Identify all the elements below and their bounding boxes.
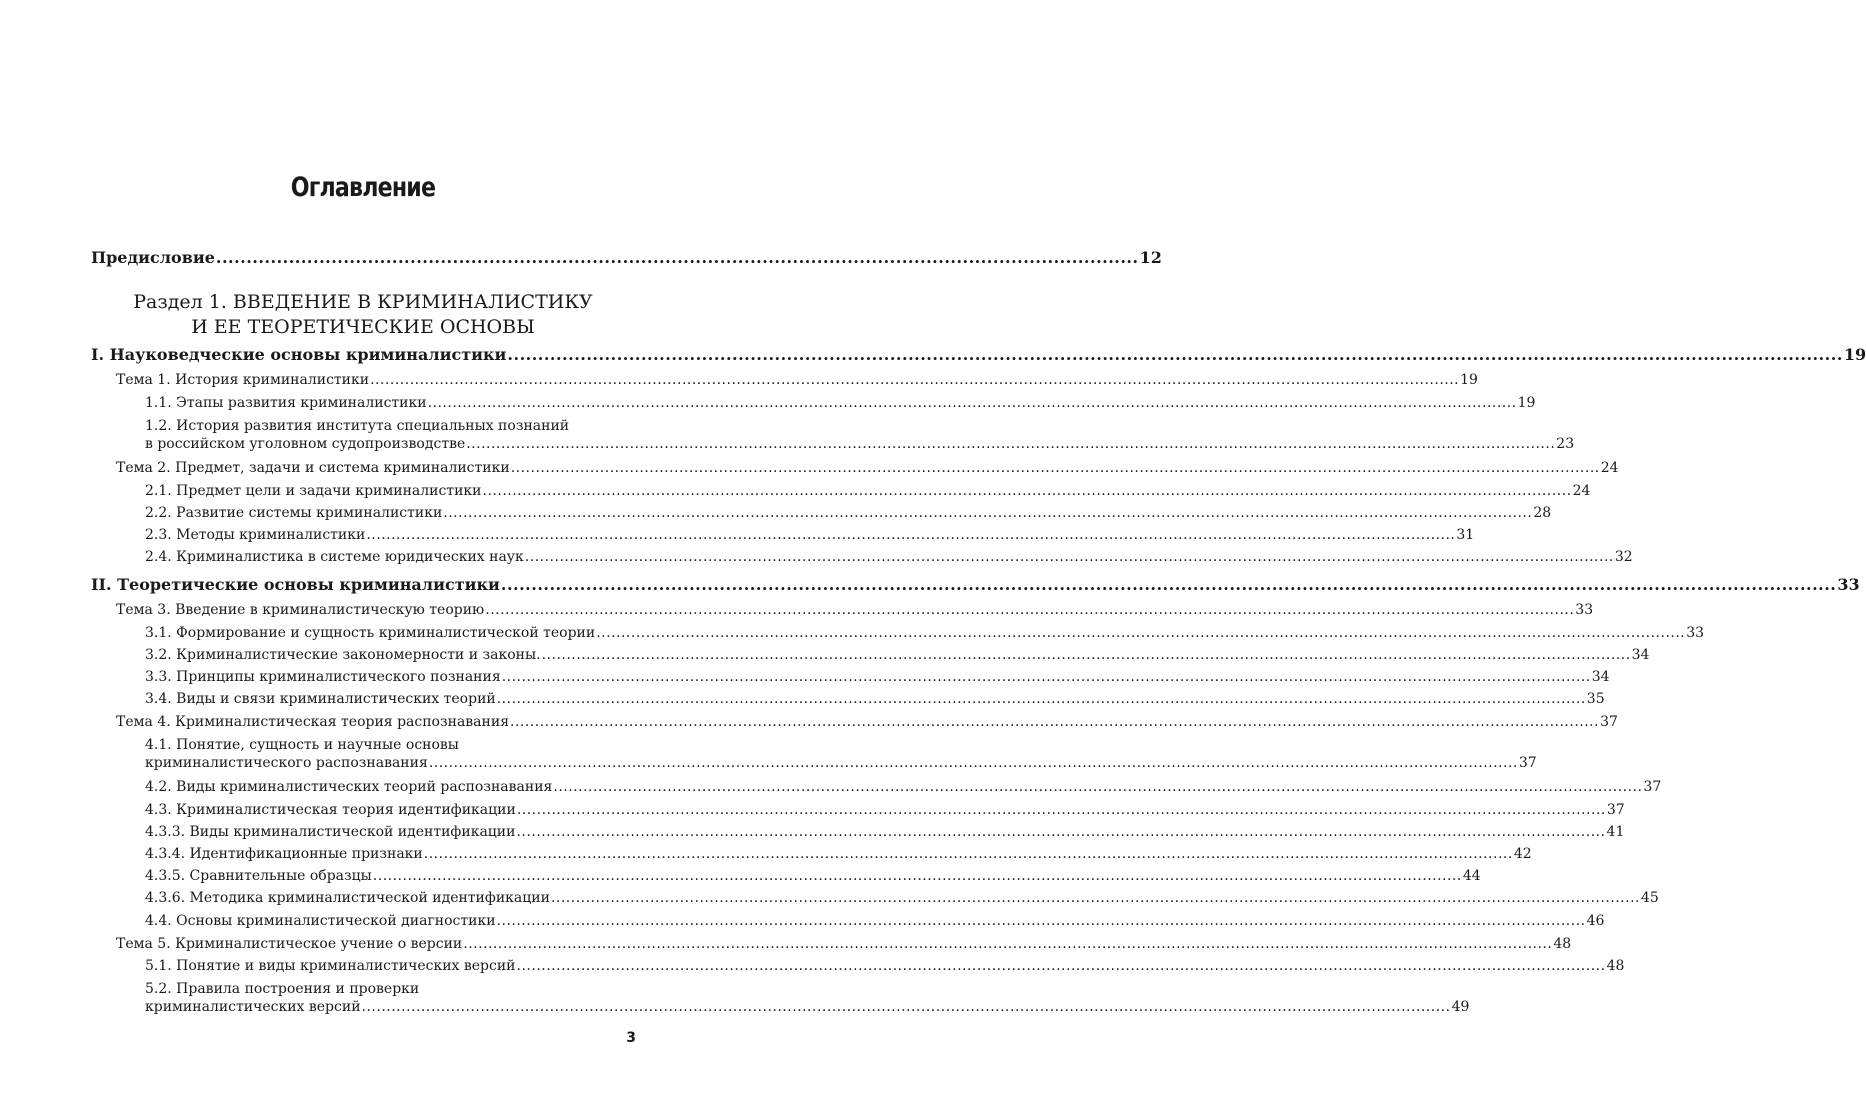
toc-subentry	[145, 483, 1591, 499]
entry-text: 4.2. Виды криминалистических теорий распознавания	[145, 779, 553, 795]
entry-page: 41	[1606, 824, 1625, 840]
entry-text: 4.3.3. Виды криминалистической идентификации	[145, 824, 516, 840]
entry-page: 44	[1462, 868, 1481, 884]
section-heading-line1: Раздел 1. ВВЕДЕНИЕ В КРИМИНАЛИСТИКУ	[133, 291, 593, 313]
entry-text: 4.3.5. Сравнительные образцы	[145, 868, 372, 884]
entry-text: 5.1. Понятие и виды криминалистических версий	[145, 958, 516, 974]
leader-dots: ............................................................................................................................................................................................................................	[372, 868, 1462, 884]
leader-dots: ............................................................................................................................................................................................................................	[496, 913, 1586, 929]
entry-text: 3.4. Виды и связи криминалистических теорий	[145, 691, 496, 707]
leader-dots: ............................................................................................................................................................................................................................	[596, 625, 1686, 641]
leader-dots: ............................................................................................................................................................................................................................	[496, 691, 1586, 707]
leader-dots: ............................................................................................................................................................................................................................	[485, 602, 1575, 618]
toc-subentry	[145, 755, 1537, 771]
entry-page: 12	[1139, 248, 1162, 267]
toc-topic-entry	[116, 714, 1618, 730]
entry-text: 4.3. Криминалистическая теория идентификации	[145, 802, 516, 818]
toc-entry-line: 4.1. Понятие, сущность и научные основы	[145, 737, 459, 753]
leader-dots: ............................................................................................................................................................................................................................	[466, 436, 1556, 452]
entry-page: 42	[1513, 846, 1532, 862]
entry-page: 24	[1572, 483, 1591, 499]
entry-page: 23	[1556, 436, 1575, 452]
section-heading-line2: И ЕЕ ТЕОРЕТИЧЕСКИЕ ОСНОВЫ	[191, 316, 535, 338]
toc-subentry	[145, 958, 1625, 974]
entry-text: 2.2. Развитие системы криминалистики	[145, 505, 443, 521]
leader-dots: ............................................................................................................................................................................................................................	[553, 779, 1643, 795]
toc-subentry	[145, 890, 1659, 906]
toc-subentry	[145, 436, 1575, 452]
toc-topic-entry	[116, 372, 1478, 388]
entry-text: Предисловие	[91, 248, 215, 267]
toc-subentry	[145, 625, 1705, 641]
entry-text: 3.1. Формирование и сущность криминалистической теории	[145, 625, 596, 641]
leader-dots: ............................................................................................................................................................................................................................	[516, 802, 1606, 818]
toc-subentry	[145, 505, 1552, 521]
entry-text: 4.3.4. Идентификационные признаки	[145, 846, 423, 862]
entry-text: 4.3.6. Методика криминалистической идентификации	[145, 890, 550, 906]
entry-text: криминалистических версий	[145, 999, 361, 1015]
entry-page: 19	[1517, 395, 1536, 411]
entry-page: 48	[1553, 936, 1572, 952]
entry-page: 24	[1600, 460, 1619, 476]
entry-page: 19	[1460, 372, 1478, 388]
leader-dots: ............................................................................................................................................................................................................................	[510, 714, 1600, 730]
entry-text: Тема 5. Криминалистическое учение о версии	[116, 936, 463, 952]
entry-page: 33	[1837, 575, 1860, 594]
toc-topic-entry	[116, 602, 1594, 618]
page-title: Оглавление	[290, 172, 436, 203]
entry-text: 2.4. Криминалистика в системе юридических наук	[145, 549, 524, 565]
entry-page: 49	[1451, 999, 1470, 1015]
entry-text: криминалистического распознавания	[145, 755, 428, 771]
entry-page: 33	[1686, 625, 1705, 641]
leader-dots: ........................................................................................................................................................	[215, 248, 1139, 267]
entry-page: 46	[1586, 913, 1605, 929]
leader-dots: ............................................................................................................................................................................................................................	[443, 505, 1533, 521]
leader-dots: ............................................................................................................................................................................................................................	[482, 483, 1572, 499]
entry-text: в российском уголовном судопроизводстве	[145, 436, 466, 452]
toc-subentry	[145, 999, 1470, 1015]
entry-text: II. Теоретические основы криминалистики	[91, 575, 500, 594]
entry-page: 45	[1640, 890, 1659, 906]
entry-page: 37	[1643, 779, 1662, 795]
entry-page: 33	[1575, 602, 1594, 618]
entry-text: Тема 1. История криминалистики	[116, 372, 370, 388]
toc-subentry	[145, 802, 1625, 818]
toc-subentry	[145, 913, 1605, 929]
toc-subentry	[145, 395, 1536, 411]
toc-subentry	[145, 527, 1475, 543]
leader-dots: ............................................................................................................................................................................................................................	[427, 395, 1517, 411]
entry-text: 2.1. Предмет цели и задачи криминалистики	[145, 483, 482, 499]
leader-dots: ............................................................................................................................................................................................................................	[463, 936, 1553, 952]
entry-page: 35	[1586, 691, 1605, 707]
toc-subentry	[145, 868, 1481, 884]
toc-subentry	[145, 691, 1605, 707]
leader-dots: ............................................................................................................................................................................................................................	[524, 549, 1614, 565]
leader-dots: ............................................................................................................................................................................................................................	[428, 755, 1518, 771]
entry-page: 32	[1614, 549, 1633, 565]
toc-subentry	[145, 669, 1610, 685]
toc-subentry	[145, 846, 1532, 862]
leader-dots: ............................................................................................................................................................................................................................	[370, 372, 1460, 388]
entry-text: Тема 3. Введение в криминалистическую теорию	[116, 602, 485, 618]
leader-dots: ............................................................................................................................................................................................................................	[541, 647, 1631, 663]
entry-page: 31	[1456, 527, 1475, 543]
entry-text: Тема 2. Предмет, задачи и система криминалистики	[116, 460, 510, 476]
leader-dots: ............................................................................................................................................................................................................................	[366, 527, 1456, 543]
toc-subentry	[145, 647, 1650, 663]
entry-page: 34	[1631, 647, 1650, 663]
entry-text: I. Науковедческие основы криминалистики	[91, 345, 507, 364]
toc-entry-line: 5.2. Правила построения и проверки	[145, 981, 420, 997]
entry-text: 4.4. Основы криминалистической диагностики	[145, 913, 496, 929]
entry-page: 37	[1606, 802, 1625, 818]
toc-subentry	[145, 549, 1633, 565]
toc-topic-entry	[116, 936, 1572, 952]
entry-text: 3.2. Криминалистические закономерности и законы.	[145, 647, 541, 663]
page-number: 3	[626, 1030, 636, 1046]
entry-text: 1.1. Этапы развития криминалистики	[145, 395, 427, 411]
entry-page: 37	[1600, 714, 1618, 730]
leader-dots: ............................................................................................................................................................................................................................	[500, 575, 1837, 594]
leader-dots: ............................................................................................................................................................................................................................	[423, 846, 1513, 862]
toc-topic-entry	[116, 460, 1619, 476]
toc-part-entry	[91, 575, 1860, 594]
entry-page: 48	[1606, 958, 1625, 974]
entry-page: 37	[1518, 755, 1537, 771]
entry-page: 19	[1843, 345, 1866, 364]
entry-text: 2.3. Методы криминалистики	[145, 527, 366, 543]
toc-part-entry	[91, 345, 1866, 364]
leader-dots: ............................................................................................................................................................................................................................	[516, 824, 1606, 840]
entry-page: 28	[1533, 505, 1552, 521]
toc-entry-line: 1.2. История развития института специальных познаний	[145, 418, 570, 434]
toc-entry-preface	[91, 248, 1162, 267]
leader-dots: ............................................................................................................................................................................................................................	[510, 460, 1600, 476]
leader-dots: ............................................................................................................................................................................................................................	[516, 958, 1606, 974]
leader-dots: ............................................................................................................................................................................................................................	[550, 890, 1640, 906]
leader-dots: ............................................................................................................................................................................................................................	[501, 669, 1591, 685]
toc-subentry	[145, 779, 1662, 795]
entry-text: 3.3. Принципы криминалистического познания	[145, 669, 501, 685]
entry-text: Тема 4. Криминалистическая теория распознавания	[116, 714, 510, 730]
toc-subentry	[145, 824, 1625, 840]
leader-dots: ............................................................................................................................................................................................................................	[507, 345, 1843, 364]
entry-page: 34	[1591, 669, 1610, 685]
leader-dots: ............................................................................................................................................................................................................................	[361, 999, 1451, 1015]
